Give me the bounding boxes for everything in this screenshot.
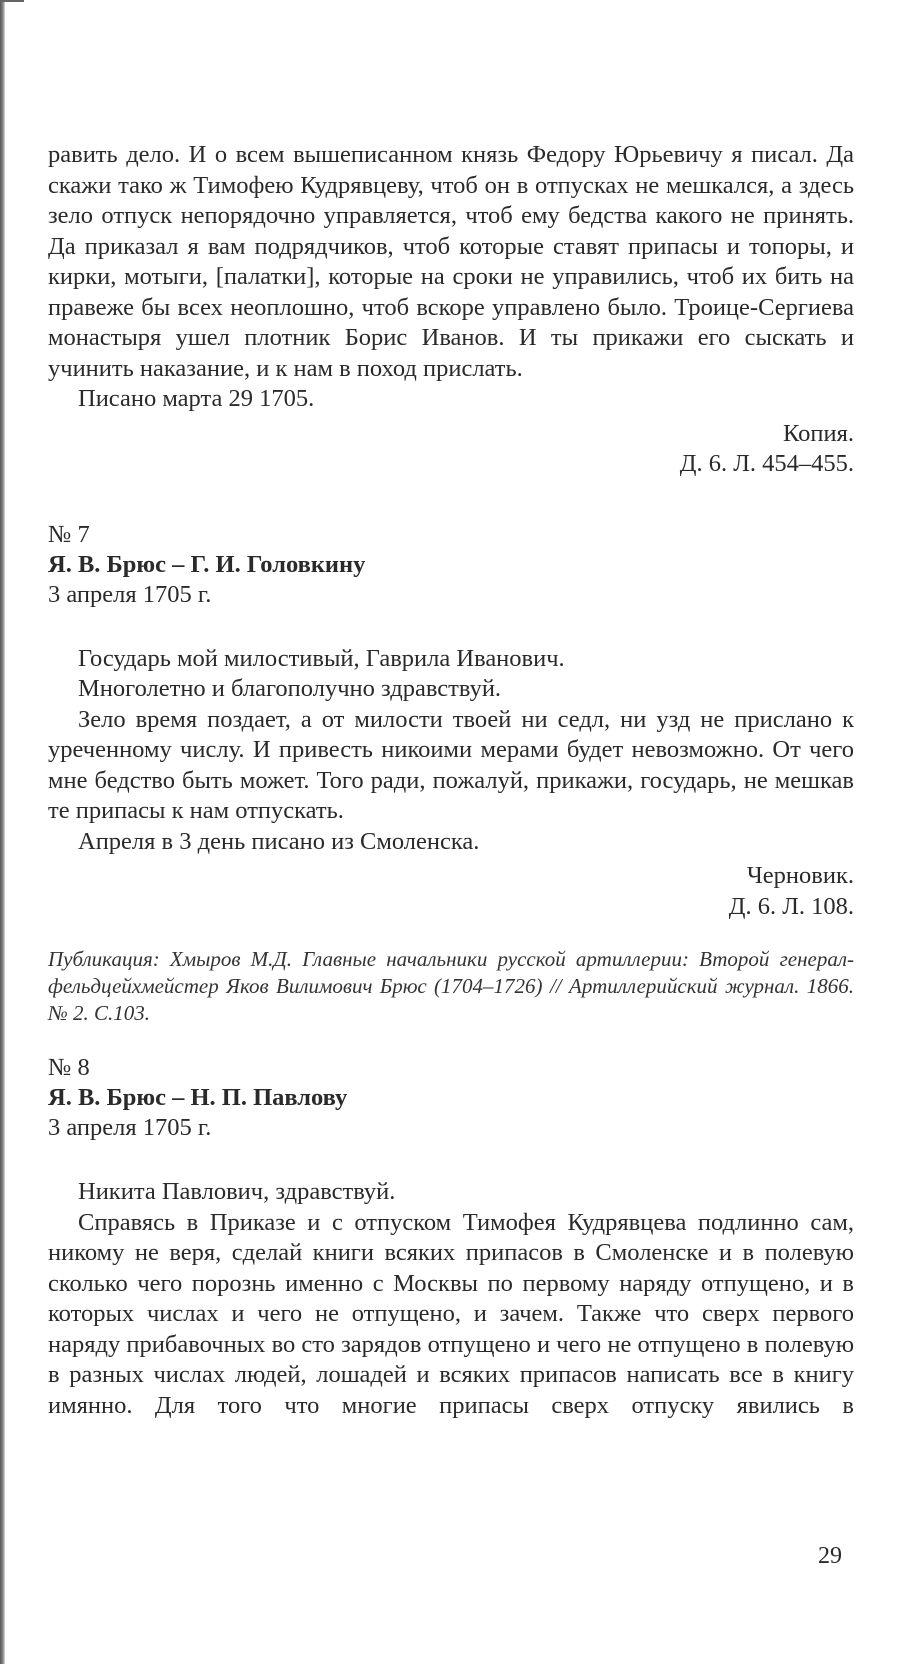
archival-source: Д. 6. Л. 454–455. bbox=[679, 450, 854, 477]
publication-reference: Публикация: Хмыров М.Д. Главные начальники русской артиллерии: Второй генерал-фельдцейхмейстер Яков Вилимович Брюс (1704–1726) // Артиллерийский журнал. 1866. № 2. С.103. bbox=[48, 947, 854, 1025]
salutation: Государь мой милостивый, Гаврила Иванович. bbox=[78, 644, 565, 672]
continued-letter-body: равить дело. И о всем вышеписанном князь Федору Юрьевичу я писал. Да скажи тако ж Тимофею Кудрявцеву, чтоб он в отпусках не мешкался, а здесь зело отпуск непорядочно управляется, чтоб ему бедства какого не принять. Да приказал я вам подрядчиков, чтоб которые ставят припасы и топоры, и кирки, мотыги, [палатки], которые на сроки не управились, чтоб их бить на правеже бы всех неоплошно, чтоб вскоре управлено было. Троице-Сергиева монастыря ушел плотник Борис Иванов. И ты прикажи его сыскать и учинить наказание, и к нам в поход прислать. bbox=[48, 141, 854, 382]
book-spine-shadow bbox=[0, 0, 5, 1664]
document-heading: Я. В. Брюс – Н. П. Павлову bbox=[48, 1084, 348, 1111]
letter-dateline: Писано марта 29 1705. bbox=[78, 385, 315, 412]
page-corner-mark bbox=[0, 0, 24, 10]
archival-note-type: Черновик. bbox=[746, 862, 854, 889]
document-date: 3 апреля 1705 г. bbox=[48, 1114, 212, 1141]
document-heading: Я. В. Брюс – Г. И. Головкину bbox=[48, 550, 366, 578]
letter-dateline: Апреля в 3 день писано из Смоленска. bbox=[78, 827, 480, 855]
letter-body: Справясь в Приказе и с отпуском Тимофея Кудрявцева подлинно сам, никому не веря, сделай книги всяких припасов в Смоленске и в полевую сколько чего порознь именно с Москвы по первому наряду отпущено, и в которых числах и чего не отпущено, и зачем. Также что сверх первого наряду прибавочных во сто зарядов отпущено и чего не отпущено в полевую в разных числах людей, лошадей и всяких припасов написать все в книгу имянно. Для того что многие припасы сверх отпуску явились в bbox=[48, 1208, 854, 1419]
greeting: Многолетно и благополучно здравствуй. bbox=[78, 675, 502, 702]
archival-note-type: Копия. bbox=[783, 419, 854, 447]
page-content bbox=[48, 140, 854, 1421]
document-number: № 7 bbox=[48, 520, 90, 548]
salutation: Никита Павлович, здравствуй. bbox=[78, 1178, 396, 1205]
archival-source: Д. 6. Л. 108. bbox=[728, 892, 854, 920]
page-number: 29 bbox=[818, 1543, 842, 1569]
document-date: 3 апреля 1705 г. bbox=[48, 580, 212, 608]
letter-body: Зело время поздает, а от милости твоей ни седл, ни узд не прислано к уреченному числу. И привесть никоими мерами будет невозможно. От чего мне бедство быть может. Того ради, пожалуй, прикажи, государь, не мешкав те припасы к нам отпускать. bbox=[48, 705, 854, 824]
document-number: № 8 bbox=[48, 1054, 90, 1081]
